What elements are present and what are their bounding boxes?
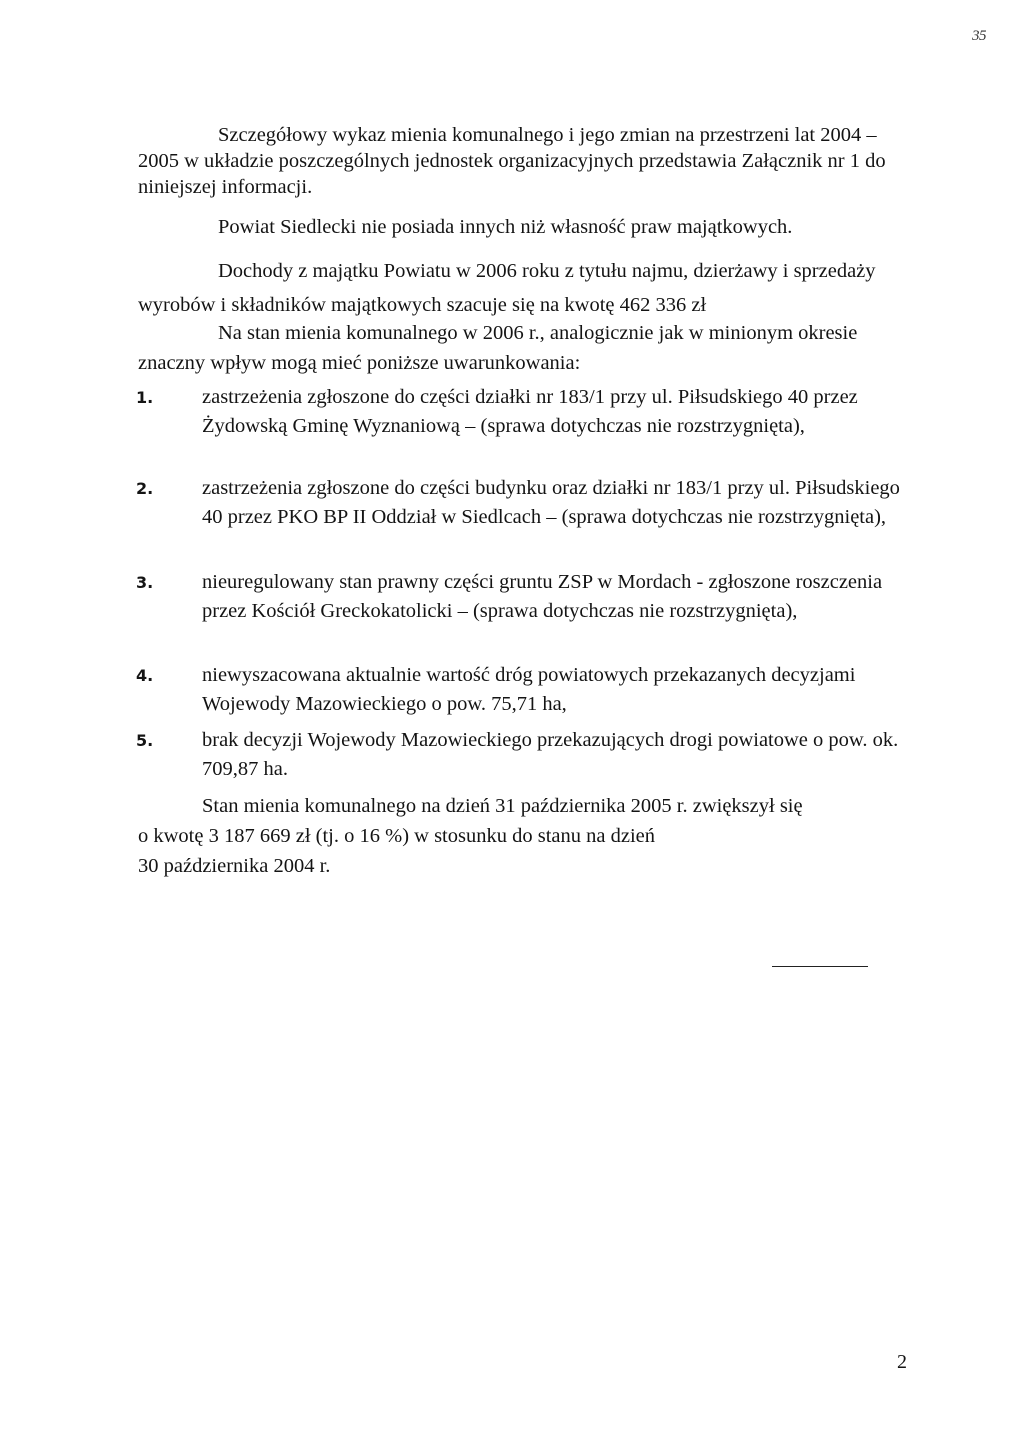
list-item — [136, 568, 906, 626]
list-item-text: brak decyzji Wojewody Mazowieckiego przekazujących drogi powiatowe o pow. ok. 709,87 ha. — [202, 729, 899, 780]
summary-line-2: o kwotę 3 187 669 zł (tj. o 16 %) w stosunku do stanu na dzień — [138, 825, 655, 847]
list-item-number: 3. — [136, 573, 154, 592]
list-item — [136, 726, 906, 784]
summary-line-3: 30 października 2004 r. — [138, 855, 331, 877]
list-item-number: 5. — [136, 731, 154, 750]
list-item-text: zastrzeżenia zgłoszone do części budynku oraz działki nr 183/1 przy ul. Piłsudskiego 40 przez PKO BP II Oddział w Siedlcach – (sprawa dotychczas nie rozstrzygnięta), — [202, 477, 900, 528]
list-item — [136, 661, 906, 719]
list-item-number: 2. — [136, 479, 154, 498]
summary-line-1: Stan mienia komunalnego na dzień 31 października 2005 r. zwiększył się — [202, 795, 803, 817]
page-number: 2 — [897, 1351, 907, 1373]
paragraph-inventory-details: Szczegółowy wykaz mienia komunalnego i jego zmian na przestrzeni lat 2004 – 2005 w układzie poszczególnych jednostek organizacyjnych przedstawia Załącznik nr 1 do niniejszej informacji. — [138, 124, 886, 198]
list-item — [136, 474, 906, 532]
list-item-text: zastrzeżenia zgłoszone do części działki nr 183/1 przy ul. Piłsudskiego 40 przez Żydowską Gminę Wyznaniową – (sprawa dotychczas nie rozstrzygnięta), — [202, 386, 858, 437]
paragraph-income-estimate: Dochody z majątku Powiatu w 2006 roku z tytułu najmu, dzierżawy i sprzedaży wyrobów i składników majątkowych szacuje się na kwotę 462 336 zł — [138, 260, 876, 316]
list-item-number: 4. — [136, 666, 154, 685]
paragraph-property-rights: Powiat Siedlecki nie posiada innych niż własność praw majątkowych. — [218, 216, 793, 238]
list-item-number: 1. — [136, 388, 154, 407]
decorative-rule-right — [818, 966, 868, 967]
corner-page-mark: 35 — [972, 28, 986, 44]
list-item-text: niewyszacowana aktualnie wartość dróg powiatowych przekazanych decyzjami Wojewody Mazowieckiego o pow. 75,71 ha, — [202, 664, 856, 715]
list-item — [136, 383, 906, 441]
list-item-text: nieuregulowany stan prawny części gruntu ZSP w Mordach - zgłoszone roszczenia przez Kościół Greckokatolicki – (sprawa dotychczas nie rozstrzygnięta), — [202, 571, 883, 622]
paragraph-conditions-intro: Na stan mienia komunalnego w 2006 r., analogicznie jak w minionym okresie znaczny wpływ mogą mieć poniższe uwarunkowania: — [138, 322, 858, 374]
